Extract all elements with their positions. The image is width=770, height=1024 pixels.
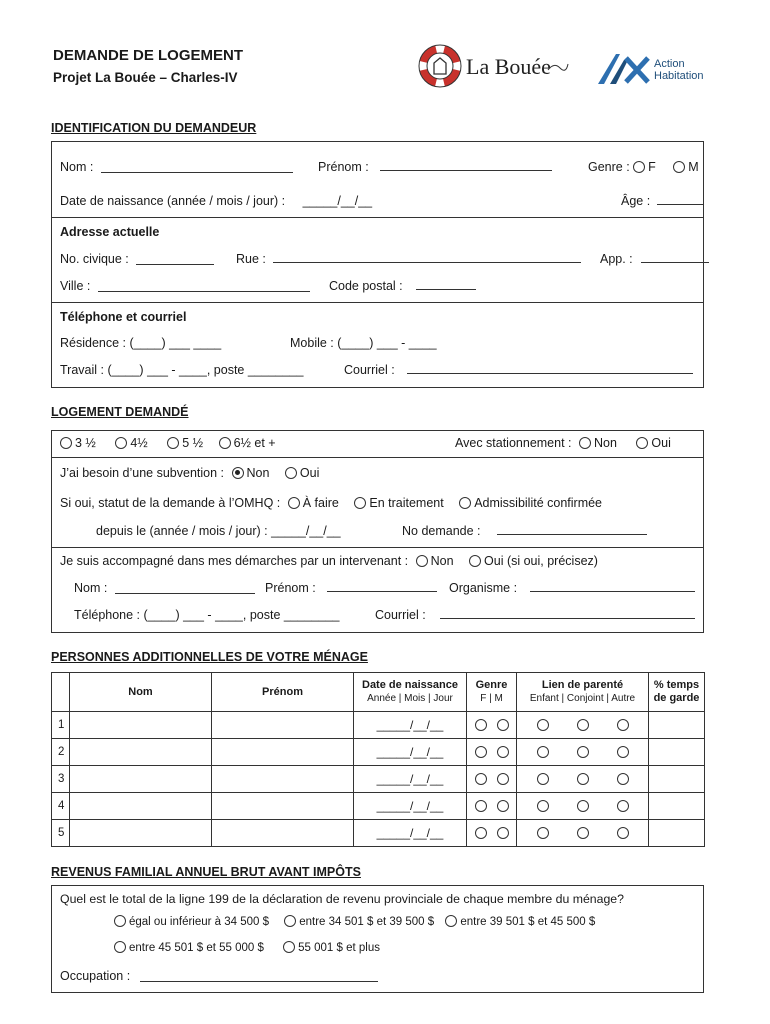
form-subtitle: Projet La Bouée – Charles-IV <box>53 70 238 85</box>
rev-opt5-label: 55 001 $ et plus <box>298 942 380 954</box>
genre-f-radio[interactable] <box>475 746 487 758</box>
genre-m-radio[interactable] <box>497 746 509 758</box>
interv-courriel-label: Courriel : <box>375 608 426 622</box>
member-lien-cell <box>517 739 649 766</box>
col-lien-label: Lien de parenté <box>541 679 624 691</box>
rev-opt1-label: égal ou inférieur à 34 500 $ <box>129 916 270 928</box>
civic-label: No. civique : <box>60 252 129 266</box>
table-row <box>52 766 705 793</box>
logement-box <box>51 430 704 633</box>
courriel-field[interactable] <box>407 360 693 374</box>
address-heading: Adresse actuelle <box>60 225 160 239</box>
lifebuoy-icon <box>418 44 462 88</box>
member-dob-cell[interactable]: _____/__/__ <box>354 766 467 793</box>
member-genre-cell <box>467 766 517 793</box>
civic-field[interactable] <box>136 251 214 265</box>
lien-autre-radio[interactable] <box>617 773 629 785</box>
row-number: 2 <box>52 739 70 766</box>
parking-oui-label: Oui <box>651 436 671 450</box>
table-row <box>52 820 705 847</box>
organisme-field[interactable] <box>530 578 695 592</box>
ah-logo-line2: Habitation <box>654 70 704 82</box>
col-prenom: Prénom <box>212 673 354 712</box>
interv-prenom-label: Prénom : <box>265 581 316 595</box>
subvention-non-radio[interactable] <box>232 467 244 479</box>
accomp-oui-radio[interactable] <box>469 555 481 567</box>
omhq-afaire-label: À faire <box>302 496 339 510</box>
col-genre <box>467 673 517 712</box>
genre-m-radio[interactable] <box>497 800 509 812</box>
lien-conjoint-radio[interactable] <box>577 746 589 758</box>
member-prenom-cell[interactable] <box>212 766 354 793</box>
phone-heading: Téléphone et courriel <box>60 310 187 324</box>
rev-opt4-radio[interactable] <box>114 941 126 953</box>
rev-opt2-radio[interactable] <box>284 915 296 927</box>
member-nom-cell[interactable] <box>70 793 212 820</box>
revenus-heading: REVENUS FAMILIAL ANNUEL BRUT AVANT IMPÔTS <box>51 865 361 879</box>
occupation-label: Occupation : <box>60 969 131 983</box>
form-title: DEMANDE DE LOGEMENT <box>53 47 244 64</box>
rue-label: Rue : <box>236 252 266 266</box>
app-field[interactable] <box>641 249 709 263</box>
member-lien-cell <box>517 712 649 739</box>
app-label: App. : <box>600 252 633 266</box>
size-3-label: 3 ½ <box>75 436 96 450</box>
rev-opt3-label: entre 39 501 $ et 45 500 $ <box>460 916 596 928</box>
household-header-row <box>52 673 705 712</box>
row-number: 4 <box>52 793 70 820</box>
accomp-non-radio[interactable] <box>416 555 428 567</box>
member-lien-cell <box>517 766 649 793</box>
rev-opt1-radio[interactable] <box>114 915 126 927</box>
subvention-label: J’ai besoin d’une subvention : <box>60 466 225 480</box>
identification-heading: IDENTIFICATION DU DEMANDEUR <box>51 121 257 135</box>
lien-conjoint-radio[interactable] <box>577 719 589 731</box>
row-number: 3 <box>52 766 70 793</box>
rev-opt5-radio[interactable] <box>283 941 295 953</box>
parking-label: Avec stationnement : <box>455 436 572 450</box>
col-dob-label: Date de naissance <box>362 679 458 691</box>
genre-f-radio[interactable] <box>475 773 487 785</box>
col-nom: Nom <box>70 673 212 712</box>
interv-telephone-field[interactable]: Téléphone : (____) ___ - ____, poste ________ <box>74 608 340 622</box>
genre-f-radio[interactable] <box>633 161 645 173</box>
genre-label: Genre : <box>588 160 630 174</box>
member-lien-cell <box>517 820 649 847</box>
ville-field[interactable] <box>98 278 310 292</box>
dob-label: Date de naissance (année / mois / jour) : <box>60 194 286 208</box>
postal-label: Code postal : <box>329 279 403 293</box>
size-4-label: 4½ <box>130 436 148 450</box>
lien-autre-radio[interactable] <box>617 719 629 731</box>
member-nom-cell[interactable] <box>70 820 212 847</box>
la-bouee-logo-text: La Bouée <box>466 54 551 79</box>
member-nom-cell[interactable] <box>70 739 212 766</box>
size-3-radio[interactable] <box>60 437 72 449</box>
accomp-label: Je suis accompagné dans mes démarches par un intervenant : <box>60 554 409 568</box>
ah-mark-icon <box>596 50 652 86</box>
genre-f-label: F <box>648 160 656 174</box>
mobile-field[interactable]: Mobile : (____) ___ - ____ <box>290 336 437 350</box>
omhq-confirmee-radio[interactable] <box>459 497 471 509</box>
travail-field[interactable]: Travail : (____) ___ - ____, poste ________ <box>60 363 304 377</box>
wave-icon <box>546 60 570 74</box>
size-4-radio[interactable] <box>115 437 127 449</box>
organisme-label: Organisme : <box>449 581 518 595</box>
row-number: 5 <box>52 820 70 847</box>
rue-field[interactable] <box>273 249 581 263</box>
member-garde-cell[interactable] <box>649 739 705 766</box>
table-row <box>52 793 705 820</box>
age-field[interactable] <box>657 191 703 205</box>
accomp-non-label: Non <box>430 554 454 568</box>
interv-nom-label: Nom : <box>74 581 108 595</box>
omhq-traitement-label: En traitement <box>369 496 444 510</box>
rev-opt2-label: entre 34 501 $ et 39 500 $ <box>299 916 435 928</box>
prenom-label: Prénom : <box>318 160 369 174</box>
member-prenom-cell[interactable] <box>212 739 354 766</box>
row-number: 1 <box>52 712 70 739</box>
member-genre-cell <box>467 793 517 820</box>
lien-conjoint-radio[interactable] <box>577 800 589 812</box>
member-nom-cell[interactable] <box>70 712 212 739</box>
size-5-label: 5 ½ <box>182 436 204 450</box>
household-heading: PERSONNES ADDITIONNELLES DE VOTRE MÉNAGE <box>51 650 368 664</box>
lien-enfant-radio[interactable] <box>537 800 549 812</box>
size-6-radio[interactable] <box>219 437 231 449</box>
la-bouee-logo <box>418 44 578 88</box>
col-genre-label: Genre <box>475 679 508 691</box>
no-demande-label: No demande : <box>402 524 481 538</box>
member-prenom-cell[interactable] <box>212 820 354 847</box>
col-garde: % temps de garde <box>649 673 705 712</box>
member-garde-cell[interactable] <box>649 766 705 793</box>
interv-nom-field[interactable] <box>115 580 255 594</box>
table-row <box>52 712 705 739</box>
col-dob <box>354 673 467 712</box>
no-demande-field[interactable] <box>497 521 647 535</box>
member-prenom-cell[interactable] <box>212 712 354 739</box>
rev-opt3-radio[interactable] <box>445 915 457 927</box>
subvention-non-label: Non <box>246 466 270 480</box>
member-prenom-cell[interactable] <box>212 793 354 820</box>
table-row <box>52 739 705 766</box>
nom-label: Nom : <box>60 160 94 174</box>
residence-field[interactable]: Résidence : (____) ___ ____ <box>60 336 222 350</box>
member-dob-cell[interactable]: _____/__/__ <box>354 739 467 766</box>
subvention-oui-radio[interactable] <box>285 467 297 479</box>
omhq-traitement-radio[interactable] <box>354 497 366 509</box>
prenom-field[interactable] <box>380 157 552 171</box>
genre-m-label: M <box>688 160 699 174</box>
size-6-label: 6½ et + <box>233 436 276 450</box>
omhq-label: Si oui, statut de la demande à l’OMHQ : <box>60 496 281 510</box>
identification-box <box>51 141 704 388</box>
genre-f-radio[interactable] <box>475 827 487 839</box>
occupation-field[interactable] <box>140 968 378 982</box>
lien-conjoint-radio[interactable] <box>577 773 589 785</box>
subvention-oui-label: Oui <box>299 466 320 480</box>
lien-enfant-radio[interactable] <box>537 827 549 839</box>
household-table <box>51 672 705 847</box>
revenus-box <box>51 885 704 993</box>
col-lien-sub: Enfant | Conjoint | Autre <box>529 693 636 704</box>
interv-courriel-field[interactable] <box>440 605 695 619</box>
col-lien <box>517 673 649 712</box>
omhq-confirmee-label: Admissibilité confirmée <box>474 496 603 510</box>
genre-m-radio[interactable] <box>673 161 685 173</box>
lien-enfant-radio[interactable] <box>537 719 549 731</box>
genre-m-radio[interactable] <box>497 827 509 839</box>
depuis-field[interactable]: depuis le (année / mois / jour) : _____/__/__ <box>96 524 341 538</box>
member-dob-cell[interactable]: _____/__/__ <box>354 793 467 820</box>
logement-heading: LOGEMENT DEMANDÉ <box>51 405 189 419</box>
lien-autre-radio[interactable] <box>617 827 629 839</box>
parking-non-label: Non <box>594 436 617 450</box>
courriel-label: Courriel : <box>344 363 395 377</box>
lien-conjoint-radio[interactable] <box>577 827 589 839</box>
accomp-oui-label: Oui (si oui, précisez) <box>484 554 598 568</box>
lien-autre-radio[interactable] <box>617 800 629 812</box>
member-nom-cell[interactable] <box>70 766 212 793</box>
parking-non-radio[interactable] <box>579 437 591 449</box>
member-garde-cell[interactable] <box>649 712 705 739</box>
ah-logo-line1: Action <box>654 58 685 70</box>
postal-field[interactable] <box>416 276 476 290</box>
size-5-radio[interactable] <box>167 437 179 449</box>
genre-f-radio[interactable] <box>475 719 487 731</box>
parking-oui-radio[interactable] <box>636 437 648 449</box>
omhq-afaire-radio[interactable] <box>288 497 300 509</box>
action-habitation-logo <box>596 48 716 88</box>
member-genre-cell <box>467 820 517 847</box>
interv-prenom-field[interactable] <box>327 578 437 592</box>
nom-field[interactable] <box>101 159 293 173</box>
col-genre-sub: F | M <box>480 693 503 704</box>
lien-autre-radio[interactable] <box>617 746 629 758</box>
lien-enfant-radio[interactable] <box>537 746 549 758</box>
member-genre-cell <box>467 739 517 766</box>
genre-f-radio[interactable] <box>475 800 487 812</box>
lien-enfant-radio[interactable] <box>537 773 549 785</box>
ville-label: Ville : <box>60 279 91 293</box>
revenus-question: Quel est le total de la ligne 199 de la déclaration de revenu provinciale de chaque membre du ménage? <box>60 892 624 906</box>
col-dob-sub: Année | Mois | Jour <box>367 693 453 704</box>
member-garde-cell[interactable] <box>649 793 705 820</box>
member-dob-cell[interactable]: _____/__/__ <box>354 820 467 847</box>
dob-field[interactable]: _____/__/__ <box>302 194 373 208</box>
rev-opt4-label: entre 45 501 $ et 55 000 $ <box>129 942 264 954</box>
member-lien-cell <box>517 793 649 820</box>
member-garde-cell[interactable] <box>649 820 705 847</box>
age-label: Âge : <box>621 194 651 208</box>
genre-m-radio[interactable] <box>497 719 509 731</box>
member-dob-cell[interactable]: _____/__/__ <box>354 712 467 739</box>
member-genre-cell <box>467 712 517 739</box>
genre-m-radio[interactable] <box>497 773 509 785</box>
